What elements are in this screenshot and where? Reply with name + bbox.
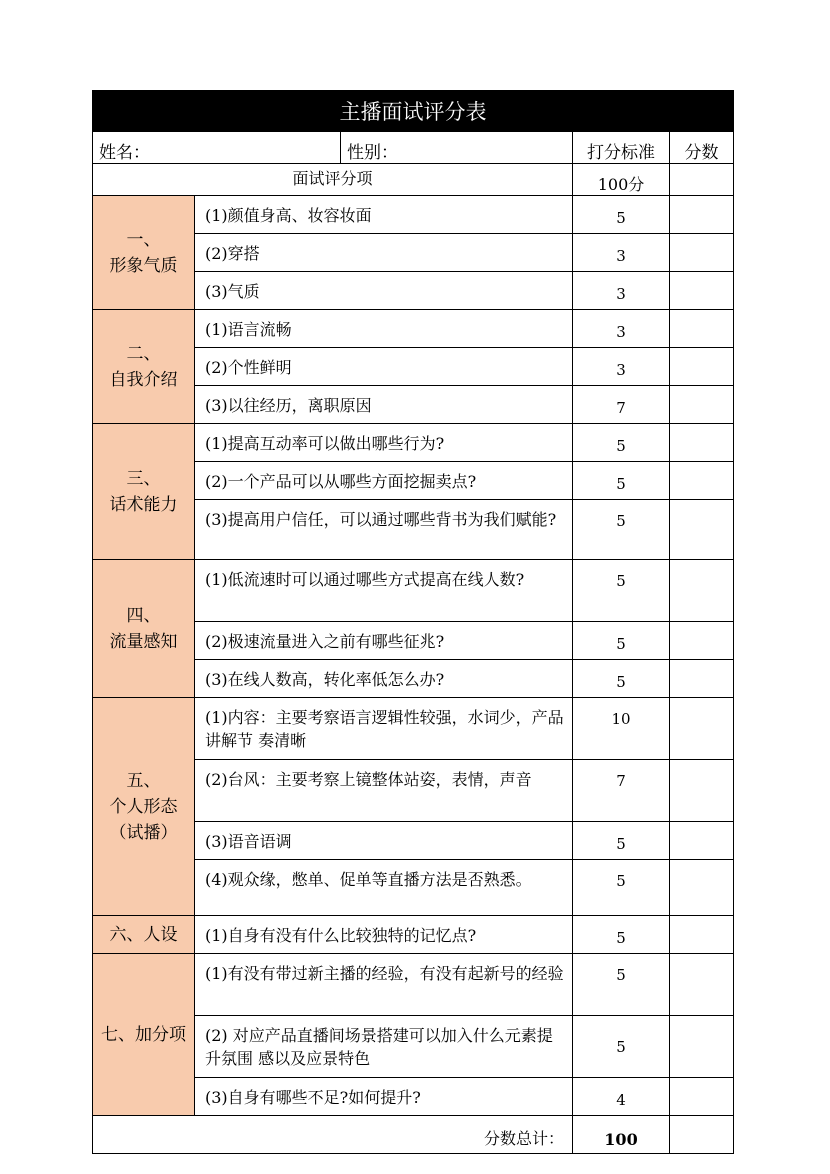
item-standard: 5 — [573, 500, 670, 560]
table-row — [93, 196, 734, 234]
item-standard: 3 — [573, 348, 670, 386]
total-label: 分数总计： — [93, 1116, 573, 1154]
category-title: 自我介绍 — [109, 369, 178, 390]
total-value: 100 — [573, 1116, 670, 1154]
item-text: (4)观众缘，憋单、促单等直播方法是否熟悉。 — [195, 860, 573, 916]
category-number: 四、 — [126, 605, 161, 626]
score-header: 分数 — [670, 132, 734, 164]
score-cell[interactable] — [670, 196, 734, 234]
item-standard: 5 — [573, 560, 670, 622]
gender-field[interactable]: 性别： — [341, 132, 573, 164]
category-number: 三、 — [126, 468, 161, 489]
item-text: (2)极速流量进入之前有哪些征兆? — [195, 622, 573, 660]
category-title: 流量感知 — [109, 631, 178, 652]
score-cell[interactable] — [670, 500, 734, 560]
category-number: 一、 — [126, 229, 161, 250]
total-score-cell[interactable] — [670, 1116, 734, 1154]
item-text: (2)个性鲜明 — [195, 348, 573, 386]
table-row — [93, 916, 734, 954]
table-row — [93, 560, 734, 622]
score-cell[interactable] — [670, 954, 734, 1016]
score-cell[interactable] — [670, 560, 734, 622]
item-text: (1)语言流畅 — [195, 310, 573, 348]
category-number: 五、 — [126, 770, 161, 791]
item-text: (3)语音语调 — [195, 822, 573, 860]
score-cell[interactable] — [670, 462, 734, 500]
category-title: 个人形态 — [109, 796, 178, 817]
item-text: (2)台风：主要考察上镜整体站姿，表情，声音 — [195, 760, 573, 822]
item-text: (1)有没有带过新主播的经验，有没有起新号的经验 — [195, 954, 573, 1016]
item-standard: 5 — [573, 622, 670, 660]
item-standard: 10 — [573, 698, 670, 760]
item-text: (3)自身有哪些不足?如何提升? — [195, 1078, 573, 1116]
score-cell[interactable] — [670, 622, 734, 660]
table-row — [93, 310, 734, 348]
name-field[interactable]: 姓名： — [93, 132, 341, 164]
item-text: (1)低流速时可以通过哪些方式提高在线人数? — [195, 560, 573, 622]
item-standard: 5 — [573, 954, 670, 1016]
item-text: (1)提高互动率可以做出哪些行为? — [195, 424, 573, 462]
item-standard: 7 — [573, 386, 670, 424]
item-standard: 5 — [573, 1016, 670, 1078]
score-cell[interactable] — [670, 760, 734, 822]
category-title: 七、加分项 — [101, 1024, 186, 1045]
standard-header: 打分标准 — [573, 132, 670, 164]
subheader-row — [93, 164, 734, 196]
item-text: (1)自身有没有什么比较独特的记忆点? — [195, 916, 573, 954]
items-header: 面试评分项 — [93, 164, 573, 196]
item-standard: 5 — [573, 196, 670, 234]
score-cell[interactable] — [670, 822, 734, 860]
score-cell[interactable] — [670, 660, 734, 698]
score-cell[interactable] — [670, 916, 734, 954]
header-row — [93, 132, 734, 164]
score-cell[interactable] — [670, 1016, 734, 1078]
category-cell — [93, 916, 195, 954]
category-number: 二、 — [126, 343, 161, 364]
item-standard: 5 — [573, 424, 670, 462]
score-cell[interactable] — [670, 698, 734, 760]
category-cell — [93, 560, 195, 698]
item-text: (2) 对应产品直播间场景搭建可以加入什么元素提升氛围 感以及应景特色 — [195, 1016, 573, 1078]
table-row — [93, 698, 734, 760]
score-cell[interactable] — [670, 348, 734, 386]
category-title: 形象气质 — [109, 255, 178, 276]
item-standard: 3 — [573, 310, 670, 348]
category-title: 话术能力 — [109, 494, 178, 515]
category-cell — [93, 424, 195, 560]
item-standard: 5 — [573, 860, 670, 916]
item-standard: 4 — [573, 1078, 670, 1116]
item-text: (3)以往经历，离职原因 — [195, 386, 573, 424]
score-cell[interactable] — [670, 272, 734, 310]
title-row — [93, 91, 734, 132]
item-standard: 5 — [573, 822, 670, 860]
score-table — [92, 90, 734, 1154]
score-cell[interactable] — [670, 424, 734, 462]
category-note: （试播） — [109, 822, 178, 843]
score-cell[interactable] — [670, 1078, 734, 1116]
score-sheet — [92, 90, 733, 1154]
total-row — [93, 1116, 734, 1154]
item-standard: 5 — [573, 660, 670, 698]
item-text: (1)内容：主要考察语言逻辑性较强，水词少，产品讲解节 奏清晰 — [195, 698, 573, 760]
item-text: (3)气质 — [195, 272, 573, 310]
category-cell — [93, 310, 195, 424]
category-cell — [93, 954, 195, 1116]
item-text: (1)颜值身高、妆容妆面 — [195, 196, 573, 234]
category-cell — [93, 698, 195, 916]
category-title: 六、人设 — [109, 924, 178, 945]
sheet-title: 主播面试评分表 — [93, 91, 734, 132]
score-cell[interactable] — [670, 860, 734, 916]
total-standard: 100分 — [573, 164, 670, 196]
item-text: (3)提高用户信任，可以通过哪些背书为我们赋能? — [195, 500, 573, 560]
item-standard: 3 — [573, 272, 670, 310]
score-cell[interactable] — [670, 164, 734, 196]
item-text: (2)一个产品可以从哪些方面挖掘卖点? — [195, 462, 573, 500]
score-cell[interactable] — [670, 386, 734, 424]
item-standard: 7 — [573, 760, 670, 822]
score-cell[interactable] — [670, 310, 734, 348]
score-cell[interactable] — [670, 234, 734, 272]
item-standard: 5 — [573, 916, 670, 954]
item-standard: 3 — [573, 234, 670, 272]
item-text: (3)在线人数高，转化率低怎么办? — [195, 660, 573, 698]
category-cell — [93, 196, 195, 310]
item-standard: 5 — [573, 462, 670, 500]
table-row — [93, 954, 734, 1016]
item-text: (2)穿搭 — [195, 234, 573, 272]
table-row — [93, 424, 734, 462]
